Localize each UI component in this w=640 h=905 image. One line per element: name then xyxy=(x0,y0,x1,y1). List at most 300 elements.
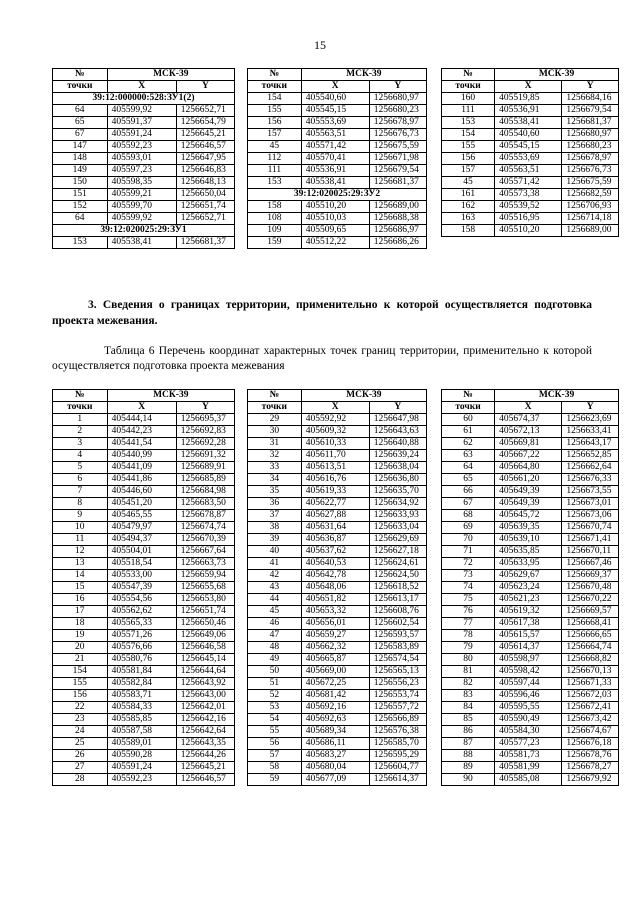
y-coordinate: 1256669,37 xyxy=(562,570,619,582)
x-coordinate: 405596,46 xyxy=(495,690,562,702)
x-coordinate: 405581,99 xyxy=(495,762,562,774)
x-coordinate: 405635,85 xyxy=(495,546,562,558)
table-row xyxy=(248,237,427,249)
y-coordinate: 1256684,98 xyxy=(176,486,234,498)
y-coordinate: 1256648,13 xyxy=(176,177,234,189)
x-coordinate: 405617,38 xyxy=(495,618,562,630)
point-number: 154 xyxy=(53,666,108,678)
point-number: 109 xyxy=(248,225,302,237)
group-row xyxy=(53,93,235,105)
x-coordinate: 405538,41 xyxy=(107,237,176,249)
y-coordinate: 1256633,93 xyxy=(369,510,426,522)
point-number: 147 xyxy=(53,141,108,153)
parcel-group-label: 39:12:020025:29:ЗУ1 xyxy=(53,225,235,237)
point-number: 153 xyxy=(53,237,108,249)
y-coordinate: 1256682,59 xyxy=(562,189,619,201)
y-coordinate: 1256681,37 xyxy=(176,237,234,249)
table-row xyxy=(248,546,427,558)
header-points: точки xyxy=(442,81,495,93)
x-coordinate: 405451,20 xyxy=(107,498,176,510)
y-coordinate: 1256670,13 xyxy=(562,666,619,678)
x-coordinate: 405674,37 xyxy=(495,414,562,426)
y-coordinate: 1256678,97 xyxy=(562,153,619,165)
y-coordinate: 1256614,37 xyxy=(369,774,426,786)
table-row xyxy=(442,177,619,189)
y-coordinate: 1256655,68 xyxy=(176,582,234,594)
x-coordinate: 405597,44 xyxy=(495,678,562,690)
x-coordinate: 405686,11 xyxy=(301,738,369,750)
y-coordinate: 1256649,06 xyxy=(176,630,234,642)
table-row xyxy=(442,642,619,654)
header-points: точки xyxy=(442,402,495,414)
x-coordinate: 405510,20 xyxy=(495,225,562,237)
point-number: 35 xyxy=(248,486,302,498)
group-row xyxy=(53,225,235,237)
table-row xyxy=(248,165,427,177)
y-coordinate: 1256556,23 xyxy=(369,678,426,690)
y-coordinate: 1256670,22 xyxy=(562,594,619,606)
point-number: 112 xyxy=(248,153,302,165)
y-coordinate: 1256671,41 xyxy=(562,534,619,546)
point-number: 157 xyxy=(248,129,302,141)
x-coordinate: 405583,71 xyxy=(107,690,176,702)
x-coordinate: 405621,23 xyxy=(495,594,562,606)
coordinates-table-top-3 xyxy=(441,68,619,237)
x-coordinate: 405689,34 xyxy=(301,726,369,738)
x-coordinate: 405444,14 xyxy=(107,414,176,426)
table-row xyxy=(442,426,619,438)
x-coordinate: 405631,64 xyxy=(301,522,369,534)
point-number: 12 xyxy=(53,546,108,558)
table-row xyxy=(53,129,235,141)
table-row xyxy=(248,450,427,462)
x-coordinate: 405591,24 xyxy=(107,129,176,141)
x-coordinate: 405639,10 xyxy=(495,534,562,546)
point-number: 22 xyxy=(53,702,108,714)
x-coordinate: 405653,32 xyxy=(301,606,369,618)
point-number: 1 xyxy=(53,414,108,426)
y-coordinate: 1256646,83 xyxy=(176,165,234,177)
table-row xyxy=(53,105,235,117)
table-row xyxy=(53,546,235,558)
point-number: 155 xyxy=(248,105,302,117)
table-row xyxy=(248,630,427,642)
table-row xyxy=(53,750,235,762)
x-coordinate: 405667,22 xyxy=(495,450,562,462)
y-coordinate: 1256664,74 xyxy=(562,642,619,654)
table-row xyxy=(442,714,619,726)
point-number: 148 xyxy=(53,153,108,165)
table-row xyxy=(248,462,427,474)
point-number: 64 xyxy=(53,105,108,117)
header-row xyxy=(248,402,427,414)
y-coordinate: 1256689,00 xyxy=(562,225,619,237)
x-coordinate: 405592,92 xyxy=(301,414,369,426)
table-row xyxy=(442,93,619,105)
point-number: 24 xyxy=(53,726,108,738)
header-y: Y xyxy=(369,402,426,414)
table-row xyxy=(53,702,235,714)
point-number: 62 xyxy=(442,438,495,450)
point-number: 162 xyxy=(442,201,495,213)
table-row xyxy=(442,414,619,426)
table-row xyxy=(53,141,235,153)
table-row xyxy=(248,714,427,726)
x-coordinate: 405571,42 xyxy=(301,141,369,153)
y-coordinate: 1256683,50 xyxy=(176,498,234,510)
header-coordinate-system: МСК-39 xyxy=(301,69,426,81)
table-row xyxy=(53,510,235,522)
table-row xyxy=(248,690,427,702)
x-coordinate: 405504,01 xyxy=(107,546,176,558)
header-y: Y xyxy=(176,81,234,93)
parcel-group-label: 39:12:000000:528:ЗУ1(2) xyxy=(53,93,235,105)
x-coordinate: 405648,06 xyxy=(301,582,369,594)
y-coordinate: 1256680,23 xyxy=(562,141,619,153)
point-number: 163 xyxy=(442,213,495,225)
y-coordinate: 1256650,46 xyxy=(176,618,234,630)
y-coordinate: 1256662,64 xyxy=(562,462,619,474)
header-num: № xyxy=(53,390,108,402)
point-number: 158 xyxy=(248,201,302,213)
y-coordinate: 1256689,00 xyxy=(369,201,426,213)
point-number: 64 xyxy=(53,213,108,225)
point-number: 13 xyxy=(53,558,108,570)
y-coordinate: 1256692,28 xyxy=(176,438,234,450)
x-coordinate: 405599,92 xyxy=(107,213,176,225)
y-coordinate: 1256583,89 xyxy=(369,642,426,654)
table-row xyxy=(53,117,235,129)
x-coordinate: 405587,58 xyxy=(107,726,176,738)
table-row xyxy=(442,546,619,558)
y-coordinate: 1256671,33 xyxy=(562,678,619,690)
point-number: 45 xyxy=(248,606,302,618)
x-coordinate: 405536,91 xyxy=(301,165,369,177)
table-row xyxy=(442,189,619,201)
table-row xyxy=(248,618,427,630)
table-row xyxy=(53,474,235,486)
point-number: 23 xyxy=(53,714,108,726)
group-row xyxy=(248,189,427,201)
table-row xyxy=(442,582,619,594)
point-number: 111 xyxy=(248,165,302,177)
x-coordinate: 405677,09 xyxy=(301,774,369,786)
x-coordinate: 405576,66 xyxy=(107,642,176,654)
x-coordinate: 405577,23 xyxy=(495,738,562,750)
table-row xyxy=(248,534,427,546)
point-number: 31 xyxy=(248,438,302,450)
point-number: 37 xyxy=(248,510,302,522)
point-number: 20 xyxy=(53,642,108,654)
y-coordinate: 1256644,26 xyxy=(176,750,234,762)
y-coordinate: 1256673,01 xyxy=(562,498,619,510)
y-coordinate: 1256688,38 xyxy=(369,213,426,225)
y-coordinate: 1256678,76 xyxy=(562,750,619,762)
x-coordinate: 405616,76 xyxy=(301,474,369,486)
table-row xyxy=(248,129,427,141)
x-coordinate: 405510,20 xyxy=(301,201,369,213)
y-coordinate: 1256691,32 xyxy=(176,450,234,462)
table-row xyxy=(53,438,235,450)
x-coordinate: 405582,84 xyxy=(107,678,176,690)
table-row xyxy=(442,498,619,510)
table-row xyxy=(442,666,619,678)
y-coordinate: 1256646,57 xyxy=(176,774,234,786)
table-row xyxy=(53,618,235,630)
x-coordinate: 405598,97 xyxy=(495,654,562,666)
point-number: 76 xyxy=(442,606,495,618)
page-number: 15 xyxy=(314,38,326,52)
y-coordinate: 1256692,83 xyxy=(176,426,234,438)
header-num: № xyxy=(53,69,108,81)
y-coordinate: 1256706,93 xyxy=(562,201,619,213)
y-coordinate: 1256652,85 xyxy=(562,450,619,462)
x-coordinate: 405562,62 xyxy=(107,606,176,618)
point-number: 81 xyxy=(442,666,495,678)
y-coordinate: 1256668,82 xyxy=(562,654,619,666)
x-coordinate: 405446,60 xyxy=(107,486,176,498)
point-number: 9 xyxy=(53,510,108,522)
y-coordinate: 1256673,55 xyxy=(562,486,619,498)
y-coordinate: 1256652,71 xyxy=(176,213,234,225)
table-row xyxy=(53,237,235,249)
header-coordinate-system: МСК-39 xyxy=(107,69,234,81)
x-coordinate: 405538,41 xyxy=(301,177,369,189)
table-row xyxy=(248,594,427,606)
y-coordinate: 1256640,88 xyxy=(369,438,426,450)
table-row xyxy=(248,414,427,426)
y-coordinate: 1256678,97 xyxy=(369,117,426,129)
point-number: 4 xyxy=(53,450,108,462)
table-row xyxy=(248,213,427,225)
header-x: X xyxy=(301,81,369,93)
table-row xyxy=(248,654,427,666)
y-coordinate: 1256604,77 xyxy=(369,762,426,774)
point-number: 85 xyxy=(442,714,495,726)
point-number: 74 xyxy=(442,582,495,594)
y-coordinate: 1256633,41 xyxy=(562,426,619,438)
point-number: 49 xyxy=(248,654,302,666)
table-row xyxy=(53,774,235,786)
header-y: Y xyxy=(562,81,619,93)
point-number: 8 xyxy=(53,498,108,510)
point-number: 65 xyxy=(442,474,495,486)
y-coordinate: 1256608,76 xyxy=(369,606,426,618)
table-row xyxy=(248,510,427,522)
point-number: 57 xyxy=(248,750,302,762)
table-row xyxy=(248,774,427,786)
point-number: 14 xyxy=(53,570,108,582)
point-number: 156 xyxy=(248,117,302,129)
x-coordinate: 405640,53 xyxy=(301,558,369,570)
x-coordinate: 405672,13 xyxy=(495,426,562,438)
table-row xyxy=(53,450,235,462)
table-row xyxy=(442,654,619,666)
x-coordinate: 405442,23 xyxy=(107,426,176,438)
y-coordinate: 1256574,54 xyxy=(369,654,426,666)
header-coordinate-system: МСК-39 xyxy=(107,390,234,402)
y-coordinate: 1256634,92 xyxy=(369,498,426,510)
table-row xyxy=(53,189,235,201)
x-coordinate: 405545,15 xyxy=(495,141,562,153)
table-row xyxy=(53,678,235,690)
point-number: 157 xyxy=(442,165,495,177)
x-coordinate: 405479,97 xyxy=(107,522,176,534)
y-coordinate: 1256672,03 xyxy=(562,690,619,702)
y-coordinate: 1256681,37 xyxy=(369,177,426,189)
point-number: 161 xyxy=(442,189,495,201)
table-row xyxy=(442,486,619,498)
y-coordinate: 1256676,73 xyxy=(562,165,619,177)
point-number: 56 xyxy=(248,738,302,750)
x-coordinate: 405540,60 xyxy=(301,93,369,105)
table-row xyxy=(442,522,619,534)
point-number: 10 xyxy=(53,522,108,534)
y-coordinate: 1256678,87 xyxy=(176,510,234,522)
point-number: 156 xyxy=(442,153,495,165)
x-coordinate: 405593,01 xyxy=(107,153,176,165)
point-number: 87 xyxy=(442,738,495,750)
y-coordinate: 1256653,80 xyxy=(176,594,234,606)
point-number: 15 xyxy=(53,582,108,594)
point-number: 17 xyxy=(53,606,108,618)
x-coordinate: 405656,01 xyxy=(301,618,369,630)
point-number: 155 xyxy=(442,141,495,153)
point-number: 88 xyxy=(442,750,495,762)
y-coordinate: 1256651,74 xyxy=(176,201,234,213)
header-coordinate-system: МСК-39 xyxy=(495,69,619,81)
table-row xyxy=(442,702,619,714)
x-coordinate: 405609,32 xyxy=(301,426,369,438)
point-number: 47 xyxy=(248,630,302,642)
y-coordinate: 1256668,41 xyxy=(562,618,619,630)
x-coordinate: 405553,69 xyxy=(301,117,369,129)
table-row xyxy=(53,165,235,177)
table-row xyxy=(442,201,619,213)
point-number: 36 xyxy=(248,498,302,510)
x-coordinate: 405591,24 xyxy=(107,762,176,774)
y-coordinate: 1256673,06 xyxy=(562,510,619,522)
table-row xyxy=(248,570,427,582)
point-number: 7 xyxy=(53,486,108,498)
y-coordinate: 1256680,97 xyxy=(562,129,619,141)
x-coordinate: 405465,55 xyxy=(107,510,176,522)
point-number: 156 xyxy=(53,690,108,702)
point-number: 160 xyxy=(442,93,495,105)
x-coordinate: 405599,21 xyxy=(107,189,176,201)
x-coordinate: 405622,77 xyxy=(301,498,369,510)
table-row xyxy=(442,153,619,165)
x-coordinate: 405580,76 xyxy=(107,654,176,666)
point-number: 50 xyxy=(248,666,302,678)
point-number: 73 xyxy=(442,570,495,582)
table-row xyxy=(248,486,427,498)
point-number: 3 xyxy=(53,438,108,450)
table-row xyxy=(442,570,619,582)
y-coordinate: 1256670,74 xyxy=(562,522,619,534)
table-row xyxy=(442,690,619,702)
table-row xyxy=(442,165,619,177)
point-number: 2 xyxy=(53,426,108,438)
table-row xyxy=(442,510,619,522)
point-number: 28 xyxy=(53,774,108,786)
header-row xyxy=(53,81,235,93)
y-coordinate: 1256666,65 xyxy=(562,630,619,642)
y-coordinate: 1256639,24 xyxy=(369,450,426,462)
table-row xyxy=(442,225,619,237)
y-coordinate: 1256646,57 xyxy=(176,141,234,153)
x-coordinate: 405669,00 xyxy=(301,666,369,678)
header-num: № xyxy=(442,69,495,81)
x-coordinate: 405585,85 xyxy=(107,714,176,726)
header-num: № xyxy=(248,69,302,81)
table-row xyxy=(442,129,619,141)
table-row xyxy=(53,201,235,213)
table-row xyxy=(248,201,427,213)
x-coordinate: 405665,87 xyxy=(301,654,369,666)
table-row xyxy=(248,606,427,618)
table-row xyxy=(442,594,619,606)
header-y: Y xyxy=(369,81,426,93)
point-number: 6 xyxy=(53,474,108,486)
table-row xyxy=(248,666,427,678)
point-number: 25 xyxy=(53,738,108,750)
point-number: 67 xyxy=(53,129,108,141)
point-number: 33 xyxy=(248,462,302,474)
table-caption: Таблица 6 Перечень координат характерных точек границ территории, применительно к которой осуществляется подготовка проекта межевания xyxy=(52,345,592,372)
y-coordinate: 1256638,04 xyxy=(369,462,426,474)
point-number: 86 xyxy=(442,726,495,738)
point-number: 48 xyxy=(248,642,302,654)
table-row xyxy=(53,594,235,606)
x-coordinate: 405599,70 xyxy=(107,201,176,213)
point-number: 55 xyxy=(248,726,302,738)
y-coordinate: 1256643,00 xyxy=(176,690,234,702)
point-number: 154 xyxy=(442,129,495,141)
table-row xyxy=(53,213,235,225)
y-coordinate: 1256686,26 xyxy=(369,237,426,249)
y-coordinate: 1256659,94 xyxy=(176,570,234,582)
y-coordinate: 1256636,80 xyxy=(369,474,426,486)
x-coordinate: 405440,99 xyxy=(107,450,176,462)
x-coordinate: 405642,78 xyxy=(301,570,369,582)
y-coordinate: 1256642,64 xyxy=(176,726,234,738)
x-coordinate: 405563,51 xyxy=(495,165,562,177)
x-coordinate: 405692,16 xyxy=(301,702,369,714)
table-row xyxy=(248,438,427,450)
header-x: X xyxy=(107,81,176,93)
table-row xyxy=(442,534,619,546)
table-row xyxy=(53,726,235,738)
table-row xyxy=(53,690,235,702)
header-x: X xyxy=(495,81,562,93)
point-number: 45 xyxy=(248,141,302,153)
header-row xyxy=(442,402,619,414)
y-coordinate: 1256645,14 xyxy=(176,654,234,666)
header-num: № xyxy=(248,390,302,402)
point-number: 67 xyxy=(442,498,495,510)
point-number: 149 xyxy=(53,165,108,177)
x-coordinate: 405585,08 xyxy=(495,774,562,786)
table-row xyxy=(442,726,619,738)
y-coordinate: 1256670,11 xyxy=(562,546,619,558)
table-row xyxy=(53,486,235,498)
point-number: 152 xyxy=(53,201,108,213)
point-number: 29 xyxy=(248,414,302,426)
x-coordinate: 405536,91 xyxy=(495,105,562,117)
table-row xyxy=(53,426,235,438)
table-row xyxy=(53,570,235,582)
